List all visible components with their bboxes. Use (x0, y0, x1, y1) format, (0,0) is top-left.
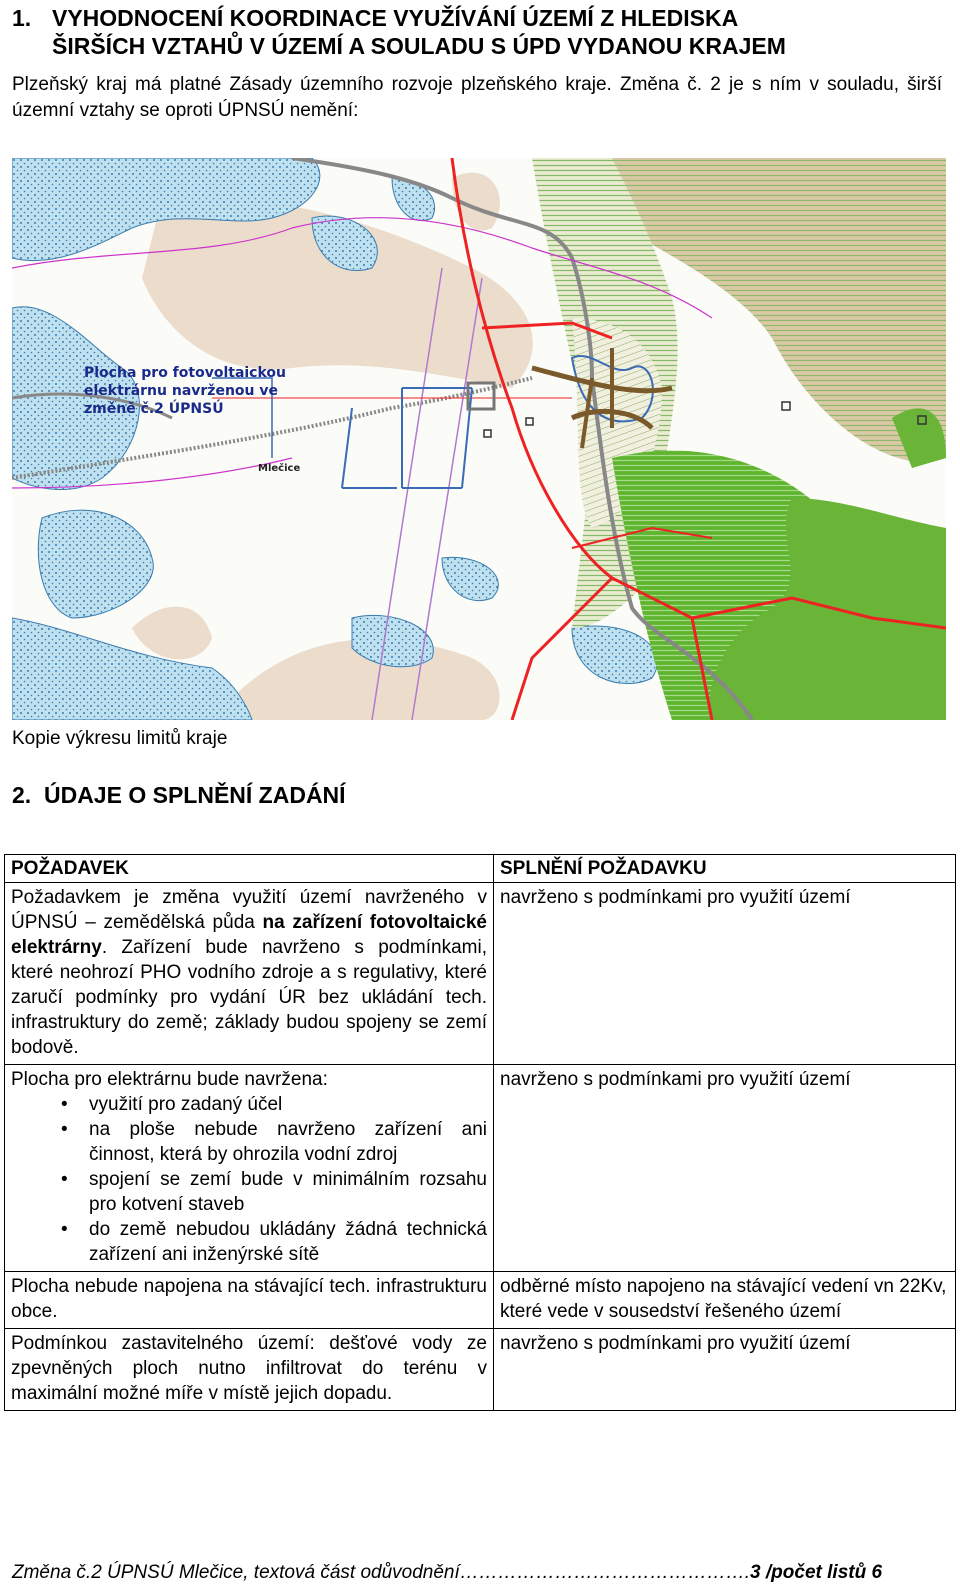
limits-map-image (12, 158, 946, 720)
table-row (5, 1272, 956, 1329)
footer-page-total: /počet listů 6 (760, 1562, 883, 1583)
table-header-row (5, 855, 956, 883)
requirement-cell (5, 883, 494, 1065)
section-1-number: 1. (12, 5, 32, 31)
list-item: • spojení se zemí bude v minimálním rozsahu pro kotvení staveb (25, 1167, 487, 1217)
section-2-title: ÚDAJE O SPLNĚNÍ ZADÁNÍ (43, 782, 346, 808)
requirement-text-bold: na zařízení fotovoltaické elektrárny (11, 912, 487, 958)
section-1-intro: Plzeňský kraj má platné Zásady územního rozvoje plzeňského kraje. Změna č. 2 je s ním v souladu, širší územní vztahy se oproti ÚPNSÚ nemění: (12, 74, 942, 121)
list-item: • využití pro zadaný účel (25, 1092, 487, 1117)
fulfillment-cell: navrženo s podmínkami pro využití území (494, 1329, 956, 1411)
requirement-bullet-list (11, 1092, 487, 1267)
map-caption: Kopie výkresu limitů kraje (12, 728, 228, 749)
fulfillment-cell: odběrné místo napojeno na stávající vedení vn 22Kv, které vede v sousedství řešeného území (494, 1272, 956, 1329)
fulfillment-cell: navrženo s podmínkami pro využití území (494, 1065, 956, 1272)
table-row (5, 1329, 956, 1411)
requirement-cell: Podmínkou zastavitelného území: dešťové vody ze zpevněných ploch nutno infiltrovat do terénu v maximální možné míře v místě jejich dopadu. (5, 1329, 494, 1411)
requirements-table (4, 854, 956, 1411)
requirement-text: Plocha pro elektrárnu bude navržena: (11, 1069, 328, 1090)
section-1-heading (12, 4, 932, 60)
table-row (5, 883, 956, 1065)
map-label-line1: Plocha pro fotovoltaickou (84, 365, 287, 381)
list-item: • do země nebudou ukládány žádná technická zařízení ani inženýrské sítě (25, 1217, 487, 1267)
requirement-text: Požadavkem je změna využití území navrženého v ÚPNSÚ – zemědělská půda (11, 887, 487, 933)
map-label-line3: změně č.2 ÚPNSÚ (84, 401, 224, 417)
page-footer (12, 1562, 944, 1584)
section-2-number: 2. (12, 782, 32, 808)
table-row (5, 1065, 956, 1272)
footer-document-title: Změna č.2 ÚPNSÚ Mlečice, textová část odůvodnění (12, 1562, 460, 1583)
map-label-line2: elektrárnu navrženou ve (84, 383, 278, 399)
footer-dots: ………………………………………. (459, 1562, 751, 1583)
section-1-title-line2: ŠIRŠÍCH VZTAHŮ V ÚZEMÍ A SOULADU S ÚPD VYDANOU KRAJEM (52, 33, 786, 59)
requirement-cell: Plocha nebude napojena na stávající tech. infrastrukturu obce. (5, 1272, 494, 1329)
section-1-title-line1: VYHODNOCENÍ KOORDINACE VYUŽÍVÁNÍ ÚZEMÍ Z HLEDISKA (52, 5, 739, 31)
map-place-label: Mlečice (258, 463, 301, 474)
requirement-text-cont: . Zařízení bude navrženo s podmínkami, které neohrozí PHO vodního zdroje a s regulativy, které zaručí podmínky pro vydání ÚR bez ukládání tech. infrastruktury do země; základy budou spojeny se zemí bodově. (11, 937, 487, 1058)
column-header-requirement: POŽADAVEK (5, 855, 494, 883)
list-item: • na ploše nebude navrženo zařízení ani činnost, která by ohrozila vodní zdroj (25, 1117, 487, 1167)
requirement-cell (5, 1065, 494, 1272)
fulfillment-cell: navrženo s podmínkami pro využití území (494, 883, 956, 1065)
column-header-fulfillment: SPLNĚNÍ POŽADAVKU (494, 855, 956, 883)
footer-page-number: 3 (750, 1562, 761, 1583)
section-2-heading (12, 782, 346, 809)
